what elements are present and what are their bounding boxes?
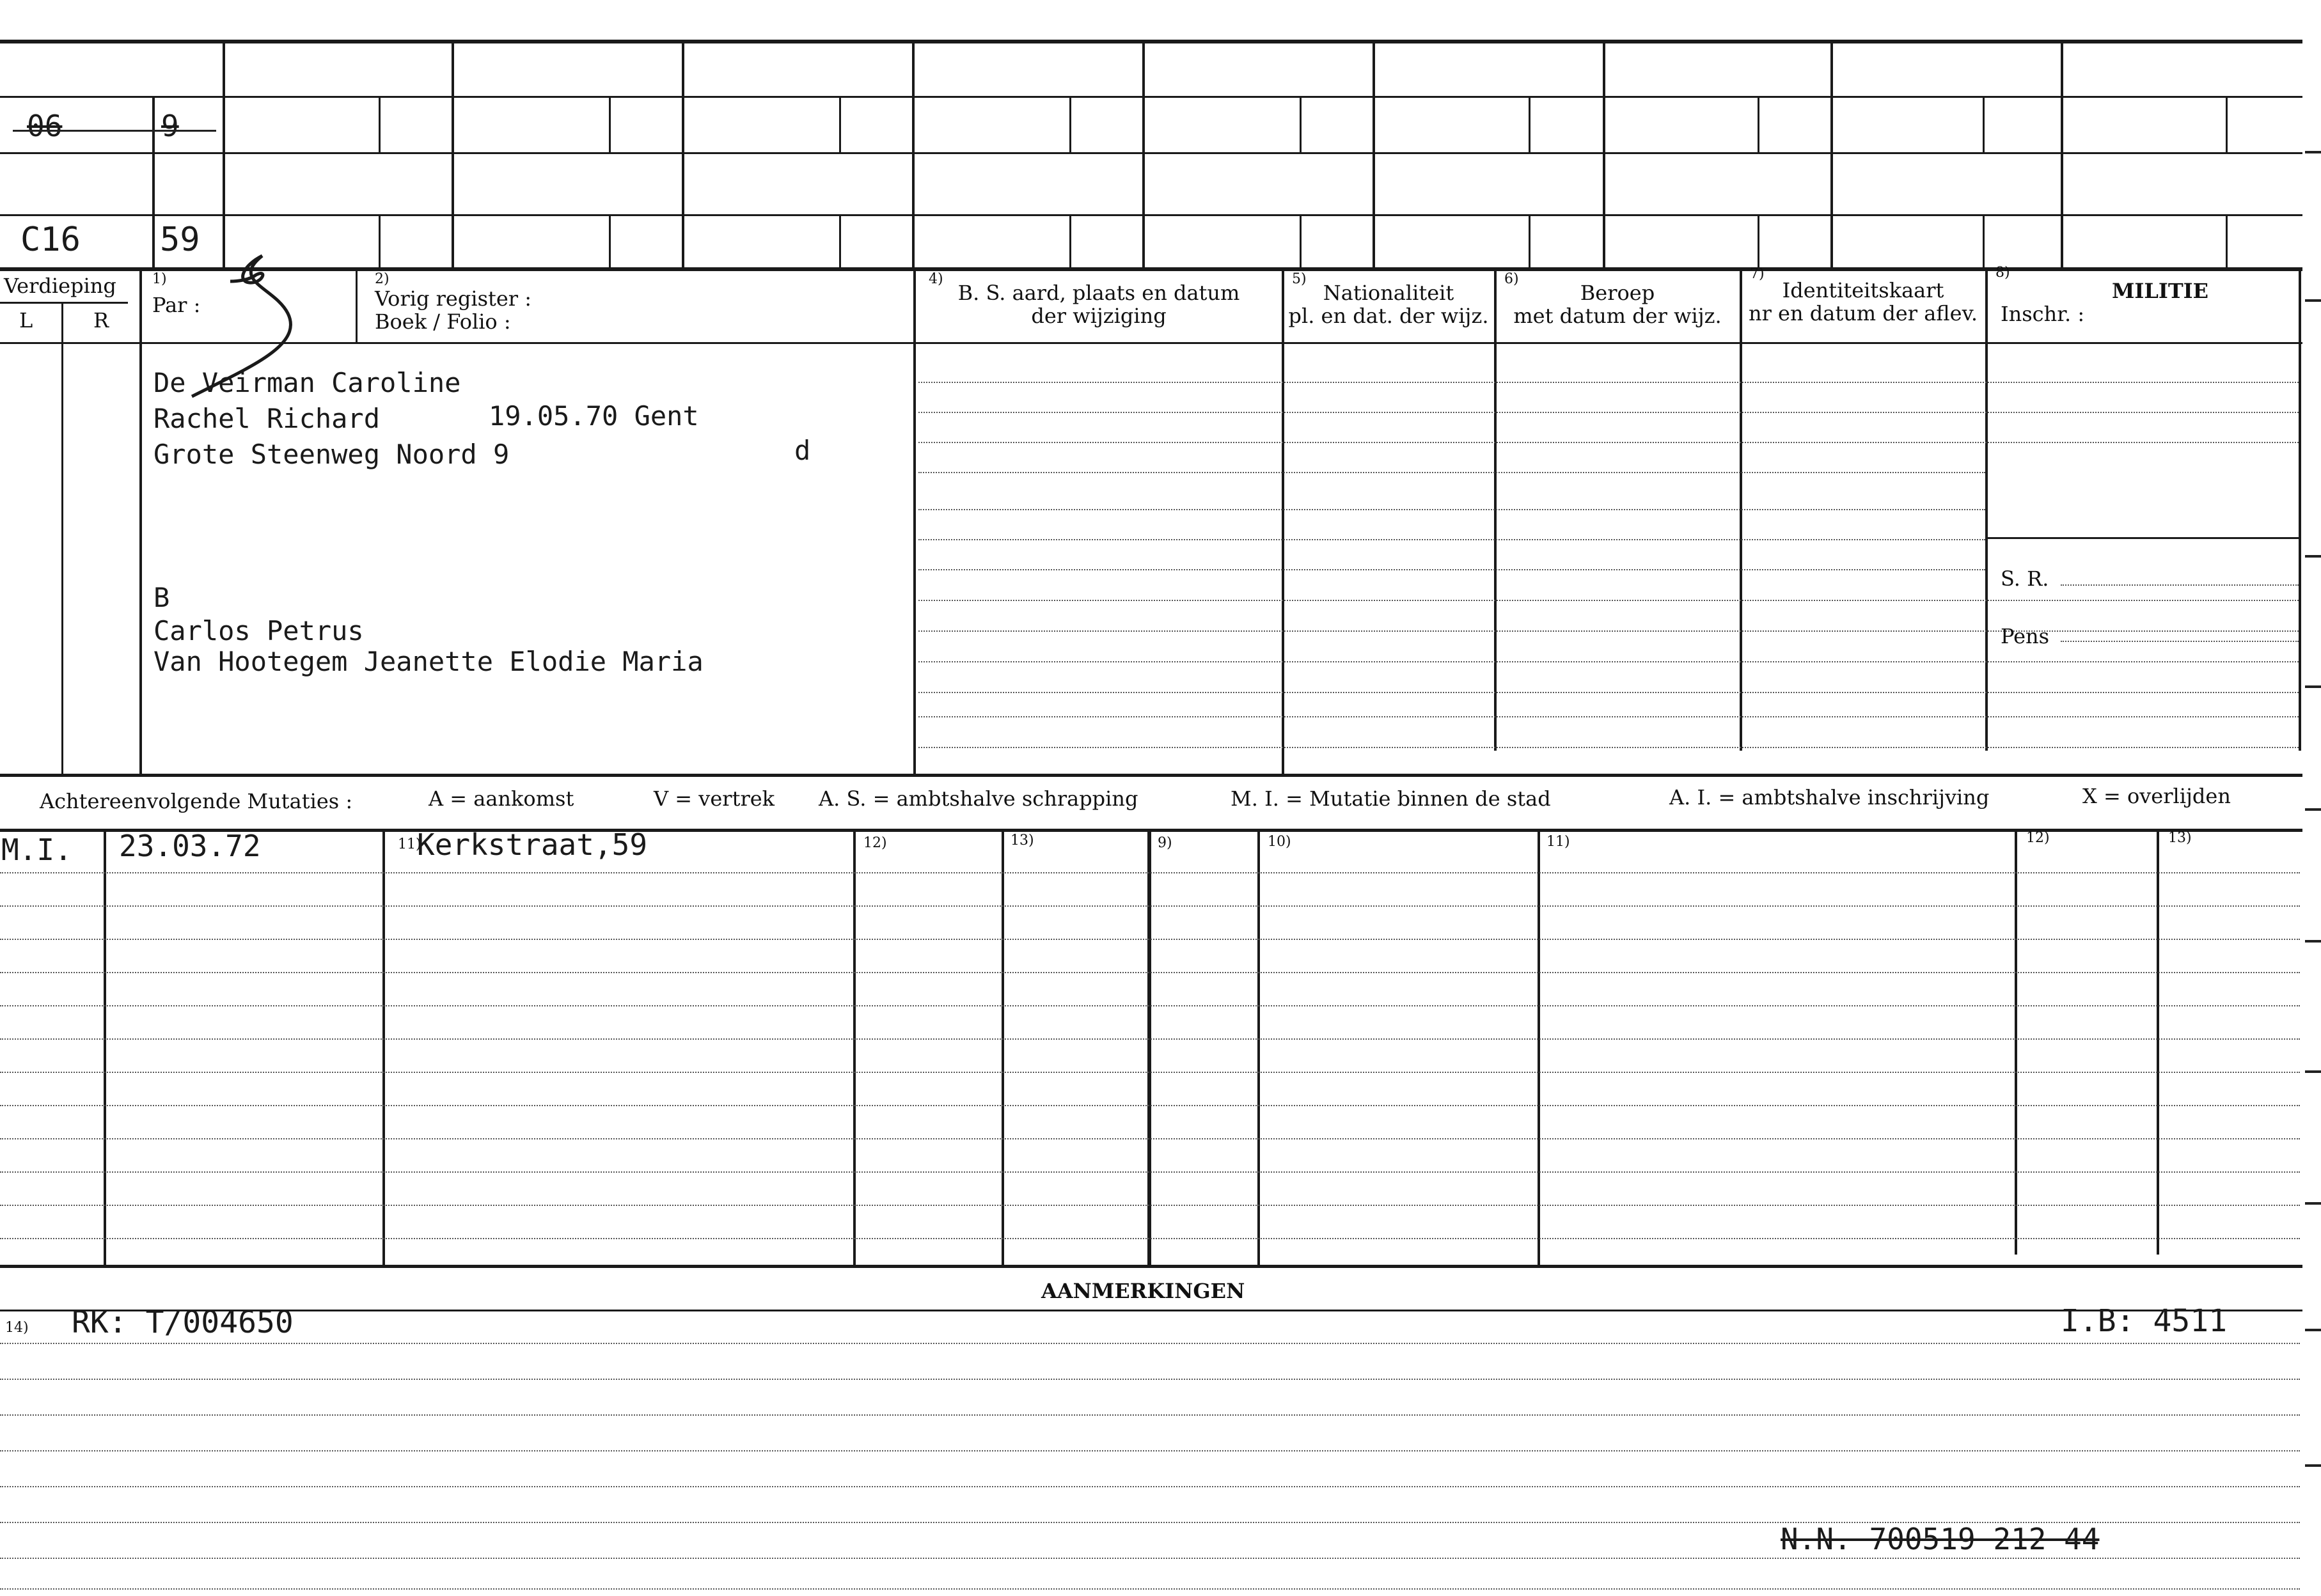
col4-number: 4) (929, 271, 943, 287)
inschr-label: Inschr. : (2001, 302, 2085, 326)
legend-aankomst: A = aankomst (429, 786, 574, 811)
nationaliteit-header (1283, 281, 1494, 327)
legend-ambtshalve-schrapping: A. S. = ambtshalve schrapping (819, 786, 1138, 811)
col5-number: 5) (1292, 271, 1307, 287)
legend-ambtshalve-inschrijving: A. I. = ambtshalve inschrijving (1669, 785, 1990, 810)
person-line6: Van Hootegem Jeanette Elodie Maria (153, 646, 704, 677)
col6-number: 6) (1504, 271, 1519, 287)
person-line2-date: 19.05.70 Gent (489, 400, 699, 432)
verdieping-label: Verdieping (4, 274, 116, 298)
identiteitskaart-header (1741, 279, 1985, 325)
top-grid-row2-right: 59 (160, 221, 200, 259)
col2-number: 2) (375, 271, 389, 287)
aanmerkingen-title: AANMERKINGEN (1041, 1279, 1245, 1303)
floor-l-label: L (19, 308, 33, 332)
col11-number: 11) (398, 836, 421, 852)
top-grid-row2-left: C16 (20, 221, 81, 259)
col7-number: 7) (1750, 266, 1765, 282)
col1-number: 1) (152, 271, 167, 287)
floor-r-label: R (93, 308, 109, 332)
identiteitskaart-line2: nr en datum der aflev. (1748, 301, 1978, 325)
boek-folio-label: Boek / Folio : (375, 309, 511, 334)
person-line2: Rachel Richard (153, 403, 381, 434)
beroep-line1: Beroep (1580, 281, 1655, 305)
col9-number: 9) (1158, 835, 1172, 851)
legend-overlijden: X = overlijden (2082, 784, 2231, 808)
nationaliteit-line2: pl. en dat. der wijz. (1288, 304, 1489, 328)
bs-header (916, 281, 1282, 327)
col12-number: 12) (863, 835, 887, 851)
top-grid-row1-right: 9 (161, 109, 179, 143)
legend-title: Achtereenvolgende Mutaties : (40, 789, 353, 813)
person-line3-mark: d (794, 435, 811, 466)
beroep-header (1495, 281, 1740, 327)
person-line1: De Veirman Caroline (153, 367, 461, 398)
rk-number: RK: T/004650 (72, 1304, 294, 1340)
militie-label: MILITIE (2112, 279, 2209, 303)
legend-vertrek: V = vertrek (654, 786, 775, 811)
col12b-number: 12) (2026, 830, 2050, 846)
beroep-line2: met datum der wijz. (1513, 304, 1722, 328)
top-grid-row1-left: 06 (27, 109, 63, 143)
person-line3: Grote Steenweg Noord 9 (153, 439, 510, 470)
bs-header-line1: B. S. aard, plaats en datum (957, 281, 1240, 305)
legend-mutatie: M. I. = Mutatie binnen de stad (1231, 786, 1551, 811)
vorig-register-label: Vorig register : (375, 286, 532, 311)
pens-label: Pens (2001, 624, 2050, 648)
ib-number: I.B: 4511 (2061, 1303, 2228, 1339)
nationaliteit-line1: Nationaliteit (1323, 281, 1454, 305)
person-line4: B (153, 582, 170, 613)
bs-header-line2: der wijziging (1031, 304, 1167, 328)
strike-line (13, 130, 216, 132)
par-label: Par : (152, 293, 201, 317)
mutation-date: 23.03.72 (119, 829, 261, 863)
col13b-number: 13) (2168, 830, 2192, 846)
sr-label: S. R. (2001, 567, 2049, 591)
col10-number: 10) (1268, 834, 1291, 850)
col13-number: 13) (1011, 833, 1034, 849)
identiteitskaart-line1: Identiteitskaart (1782, 278, 1944, 302)
col11b-number: 11) (1546, 834, 1570, 850)
mutation-code: M.I. (1, 833, 72, 867)
handwritten-stroke (160, 243, 326, 403)
person-line5: Carlos Petrus (153, 615, 364, 646)
mutation-address: Kerkstraat,59 (417, 827, 648, 862)
col8-number: 8) (1995, 265, 2010, 281)
nn-number: N.N. 700519 212 44 (1781, 1522, 2100, 1556)
col14-number: 14) (5, 1320, 29, 1336)
